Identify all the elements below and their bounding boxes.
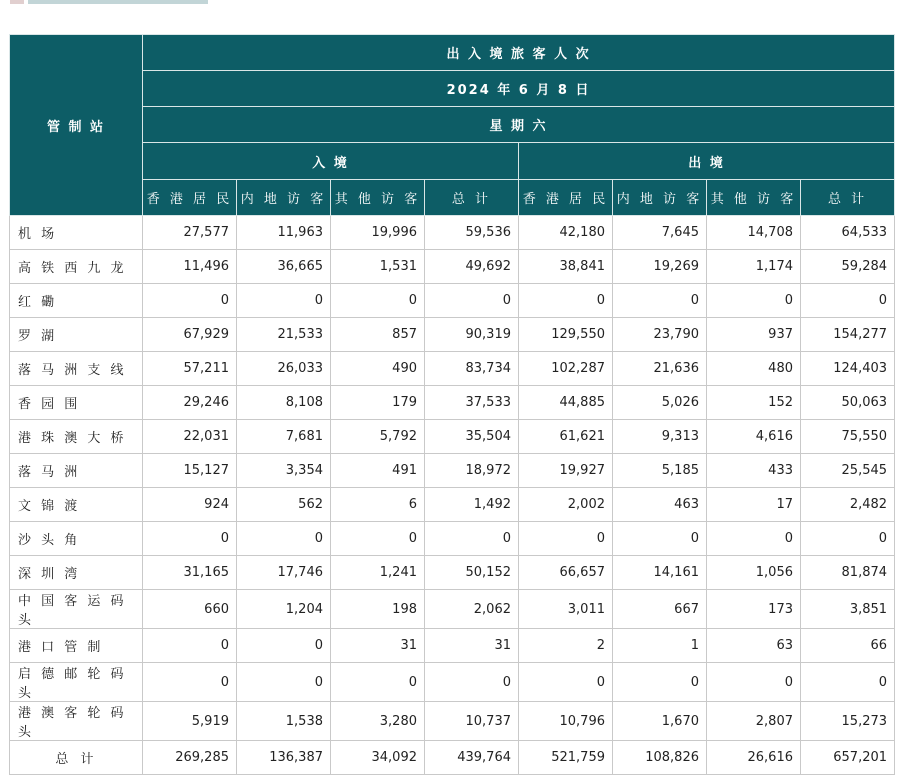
cell-arrival-hk-residents: 660 [143,590,237,629]
cell-departure-other-visitors: 17 [707,488,801,522]
arrival-total-header: 总 计 [425,180,519,216]
cell-arrival-mainland-visitors: 26,033 [237,352,331,386]
departure-group-header: 出 境 [519,143,895,180]
cell-arrival-total: 37,533 [425,386,519,420]
table-row [10,352,895,386]
cell-arrival-mainland-visitors: 0 [237,522,331,556]
departure-hk-residents-header: 香 港 居 民 [519,180,613,216]
cell-departure-mainland-visitors: 19,269 [613,250,707,284]
cell-arrival-hk-residents: 5,919 [143,702,237,741]
cell-arrival-mainland-visitors: 0 [237,284,331,318]
cell-arrival-total: 18,972 [425,454,519,488]
table-row [10,420,895,454]
passenger-traffic-table [9,34,895,775]
cell-departure-total: 64,533 [801,216,895,250]
cell-departure-hk-residents: 10,796 [519,702,613,741]
control-point-name: 红 磡 [10,284,143,318]
cell-departure-hk-residents: 0 [519,284,613,318]
cell-departure-mainland-visitors: 5,026 [613,386,707,420]
departure-mainland-visitors-header: 内 地 访 客 [613,180,707,216]
cell-arrival-total: 1,492 [425,488,519,522]
cell-arrival-mainland-visitors: 36,665 [237,250,331,284]
cell-arrival-hk-residents: 0 [143,629,237,663]
cell-departure-total: 3,851 [801,590,895,629]
cell-arrival-hk-residents: 22,031 [143,420,237,454]
table-row [10,250,895,284]
table-row [10,522,895,556]
cell-arrival-total: 0 [425,663,519,702]
cell-arrival-total: 83,734 [425,352,519,386]
cell-departure-hk-residents: 2 [519,629,613,663]
table-row [10,216,895,250]
cell-arrival-hk-residents: 11,496 [143,250,237,284]
departure-total-header: 总 计 [801,180,895,216]
control-point-name: 深 圳 湾 [10,556,143,590]
cell-departure-other-visitors: 0 [707,522,801,556]
cell-departure-other-visitors: 2,807 [707,702,801,741]
cell-arrival-mainland-visitors: 21,533 [237,318,331,352]
cell-arrival-total: 59,536 [425,216,519,250]
cell-departure-mainland-visitors: 0 [613,663,707,702]
control-point-name: 启 德 邮 轮 码 头 [10,663,143,702]
cell-arrival-mainland-visitors: 8,108 [237,386,331,420]
cell-arrival-other-visitors: 857 [331,318,425,352]
cell-arrival-hk-residents: 0 [143,663,237,702]
cell-departure-mainland-visitors: 463 [613,488,707,522]
control-point-name: 香 园 围 [10,386,143,420]
cell-arrival-total: 50,152 [425,556,519,590]
total-label: 总 计 [10,741,143,775]
cell-departure-hk-residents: 102,287 [519,352,613,386]
table-row [10,702,895,741]
cell-departure-hk-residents: 38,841 [519,250,613,284]
cell-departure-other-visitors: 480 [707,352,801,386]
cell-departure-other-visitors: 26,616 [707,741,801,775]
control-point-name: 港 珠 澳 大 桥 [10,420,143,454]
cell-arrival-mainland-visitors: 0 [237,629,331,663]
cell-departure-hk-residents: 61,621 [519,420,613,454]
cell-arrival-other-visitors: 34,092 [331,741,425,775]
cell-departure-mainland-visitors: 0 [613,522,707,556]
cell-arrival-other-visitors: 5,792 [331,420,425,454]
cell-departure-mainland-visitors: 667 [613,590,707,629]
cell-arrival-mainland-visitors: 17,746 [237,556,331,590]
cell-arrival-mainland-visitors: 11,963 [237,216,331,250]
cell-arrival-total: 0 [425,522,519,556]
cell-departure-mainland-visitors: 0 [613,284,707,318]
table-row [10,318,895,352]
cell-departure-hk-residents: 19,927 [519,454,613,488]
cell-arrival-total: 49,692 [425,250,519,284]
cell-arrival-mainland-visitors: 0 [237,663,331,702]
cell-departure-total: 0 [801,663,895,702]
cell-departure-other-visitors: 14,708 [707,216,801,250]
cell-departure-other-visitors: 173 [707,590,801,629]
cell-arrival-hk-residents: 29,246 [143,386,237,420]
cell-departure-total: 25,545 [801,454,895,488]
cell-departure-mainland-visitors: 14,161 [613,556,707,590]
cell-departure-total: 657,201 [801,741,895,775]
cell-departure-other-visitors: 4,616 [707,420,801,454]
cell-arrival-hk-residents: 0 [143,284,237,318]
departure-other-visitors-header: 其 他 访 客 [707,180,801,216]
cell-arrival-other-visitors: 198 [331,590,425,629]
cell-departure-hk-residents: 3,011 [519,590,613,629]
cell-departure-mainland-visitors: 21,636 [613,352,707,386]
cell-arrival-other-visitors: 0 [331,522,425,556]
cell-arrival-mainland-visitors: 136,387 [237,741,331,775]
cell-arrival-total: 35,504 [425,420,519,454]
control-point-name: 落 马 洲 支 线 [10,352,143,386]
table-row [10,488,895,522]
cell-arrival-total: 31 [425,629,519,663]
cell-arrival-total: 10,737 [425,702,519,741]
table-title: 出 入 境 旅 客 人 次 [143,35,895,71]
cell-arrival-hk-residents: 31,165 [143,556,237,590]
cell-arrival-other-visitors: 1,531 [331,250,425,284]
table-row [10,663,895,702]
cell-departure-mainland-visitors: 1,670 [613,702,707,741]
cell-arrival-hk-residents: 0 [143,522,237,556]
cell-departure-hk-residents: 42,180 [519,216,613,250]
cell-departure-other-visitors: 433 [707,454,801,488]
cell-departure-total: 81,874 [801,556,895,590]
cell-arrival-other-visitors: 1,241 [331,556,425,590]
control-point-name: 中 国 客 运 码 头 [10,590,143,629]
cell-departure-hk-residents: 0 [519,522,613,556]
cell-departure-mainland-visitors: 23,790 [613,318,707,352]
control-point-name: 落 马 洲 [10,454,143,488]
cell-departure-hk-residents: 129,550 [519,318,613,352]
cell-departure-hk-residents: 521,759 [519,741,613,775]
cell-arrival-other-visitors: 179 [331,386,425,420]
table-row [10,386,895,420]
control-point-name: 港 口 管 制 [10,629,143,663]
cell-arrival-mainland-visitors: 1,538 [237,702,331,741]
table-row [10,454,895,488]
table-row [10,590,895,629]
control-point-name: 罗 湖 [10,318,143,352]
cell-arrival-hk-residents: 67,929 [143,318,237,352]
cell-arrival-mainland-visitors: 1,204 [237,590,331,629]
cell-departure-other-visitors: 63 [707,629,801,663]
table-date: 2024 年 6 月 8 日 [143,71,895,107]
cell-departure-other-visitors: 1,174 [707,250,801,284]
cell-arrival-mainland-visitors: 7,681 [237,420,331,454]
cell-departure-other-visitors: 152 [707,386,801,420]
cell-departure-hk-residents: 2,002 [519,488,613,522]
table-row [10,284,895,318]
total-row [10,741,895,775]
cell-arrival-total: 0 [425,284,519,318]
control-point-name: 高 铁 西 九 龙 [10,250,143,284]
cell-departure-total: 0 [801,284,895,318]
cell-arrival-other-visitors: 490 [331,352,425,386]
arrival-other-visitors-header: 其 他 访 客 [331,180,425,216]
cell-arrival-other-visitors: 491 [331,454,425,488]
cell-departure-mainland-visitors: 9,313 [613,420,707,454]
cell-arrival-other-visitors: 0 [331,284,425,318]
cell-departure-other-visitors: 1,056 [707,556,801,590]
cell-arrival-other-visitors: 19,996 [331,216,425,250]
cell-arrival-hk-residents: 27,577 [143,216,237,250]
table-weekday: 星 期 六 [143,107,895,143]
cell-departure-mainland-visitors: 1 [613,629,707,663]
cell-departure-total: 154,277 [801,318,895,352]
cell-arrival-hk-residents: 15,127 [143,454,237,488]
cell-departure-hk-residents: 66,657 [519,556,613,590]
control-point-name: 机 场 [10,216,143,250]
arrival-hk-residents-header: 香 港 居 民 [143,180,237,216]
cell-arrival-total: 90,319 [425,318,519,352]
cell-departure-other-visitors: 0 [707,284,801,318]
cell-departure-total: 66 [801,629,895,663]
cell-departure-hk-residents: 44,885 [519,386,613,420]
cell-arrival-hk-residents: 924 [143,488,237,522]
cell-arrival-other-visitors: 3,280 [331,702,425,741]
arrival-mainland-visitors-header: 内 地 访 客 [237,180,331,216]
cell-arrival-mainland-visitors: 3,354 [237,454,331,488]
cell-departure-total: 50,063 [801,386,895,420]
cell-departure-hk-residents: 0 [519,663,613,702]
cell-departure-mainland-visitors: 108,826 [613,741,707,775]
cell-arrival-total: 2,062 [425,590,519,629]
cell-departure-total: 124,403 [801,352,895,386]
control-point-name: 港 澳 客 轮 码 头 [10,702,143,741]
cell-departure-total: 75,550 [801,420,895,454]
cell-departure-total: 2,482 [801,488,895,522]
table-row [10,556,895,590]
arrival-group-header: 入 境 [143,143,519,180]
cell-arrival-hk-residents: 57,211 [143,352,237,386]
cell-departure-other-visitors: 0 [707,663,801,702]
cell-arrival-hk-residents: 269,285 [143,741,237,775]
table-row [10,629,895,663]
cell-arrival-total: 439,764 [425,741,519,775]
cell-departure-other-visitors: 937 [707,318,801,352]
cell-departure-mainland-visitors: 7,645 [613,216,707,250]
cell-departure-total: 15,273 [801,702,895,741]
control-point-name: 文 锦 渡 [10,488,143,522]
cell-arrival-mainland-visitors: 562 [237,488,331,522]
cell-departure-total: 59,284 [801,250,895,284]
cell-departure-total: 0 [801,522,895,556]
cell-arrival-other-visitors: 6 [331,488,425,522]
control-point-header: 管 制 站 [10,35,143,216]
control-point-name: 沙 头 角 [10,522,143,556]
cell-arrival-other-visitors: 31 [331,629,425,663]
cell-departure-mainland-visitors: 5,185 [613,454,707,488]
page-title-remnant [10,0,210,6]
cell-arrival-other-visitors: 0 [331,663,425,702]
